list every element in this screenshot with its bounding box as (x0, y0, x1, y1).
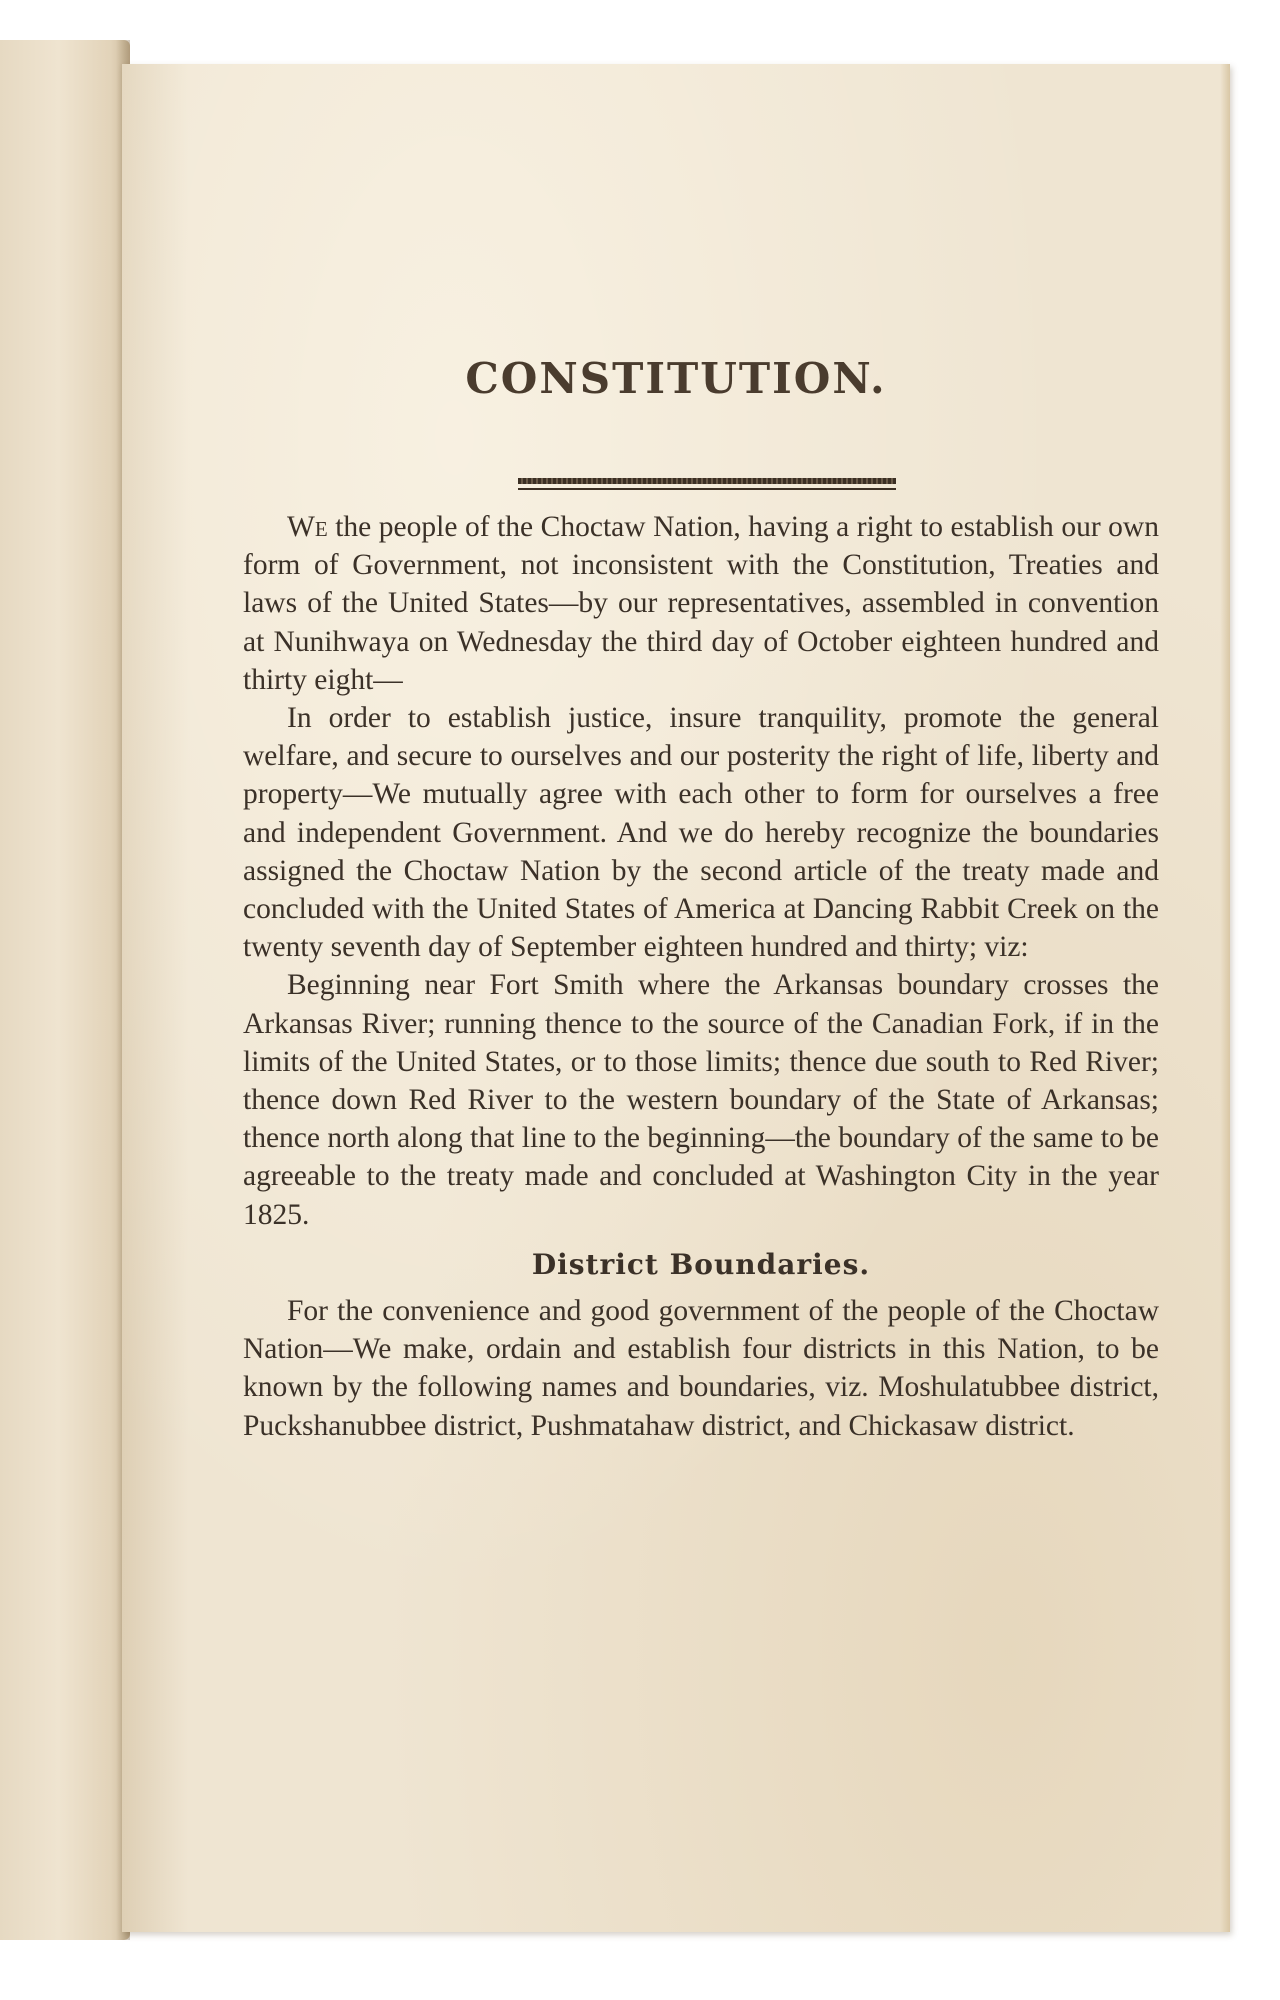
section-heading: District Boundaries. (531, 1247, 871, 1281)
title-underline-rule (518, 488, 896, 490)
page-right-edge (1220, 64, 1230, 1932)
previous-page-edge (0, 40, 130, 1940)
preamble-text: the people of the Choctaw Nation, having a right to establish our own form of Government, not inconsistent with the Constitution, Treaties and laws of the United States—by our representatives, assembled in convention at Nunihwaya on Wednesday the third day of October eighteen hundred and thirty eight— (243, 511, 1159, 696)
body-text (243, 508, 1159, 1445)
purpose-paragraph: In order to establish justice, insure tranquility, promote the general welfare, and secure to ourselves and our posterity the right of life, liberty and property—We mutually agree with each other to form for ourselves a free and independent Government. And we do hereby recognize the boundaries assigned the Choctaw Nation by the second article of the treaty made and concluded with the United States of America at Dancing Rabbit Creek on the twenty seventh day of September eighteen hundred and thirty; viz: (243, 702, 1159, 964)
page-title: CONSTITUTION. (465, 354, 887, 403)
boundary-paragraph: Beginning near Fort Smith where the Arkansas boundary crosses the Arkansas River; running thence to the source of the Canadian Fork, if in the limits of the United States, or to those limits; thence due south to Red River; thence down Red River to the western boundary of the State of Arkansas; thence north along that line to the beginning—the boundary of the same to be agreeable to the treaty made and concluded at Washington City in the year 1825. (243, 969, 1159, 1231)
districts-paragraph: For the convenience and good government of the people of the Choctaw Nation—We make, ordain and establish four districts in this Nation, to be known by the following names and boundaries, viz. Moshulatubbee district, Puckshanubbee district, Pushmatahaw district, and Chickasaw district. (243, 1295, 1159, 1442)
preamble-lead-word: We (287, 511, 328, 543)
preamble-paragraph (243, 508, 1159, 699)
title-ornamental-rule (518, 478, 896, 484)
